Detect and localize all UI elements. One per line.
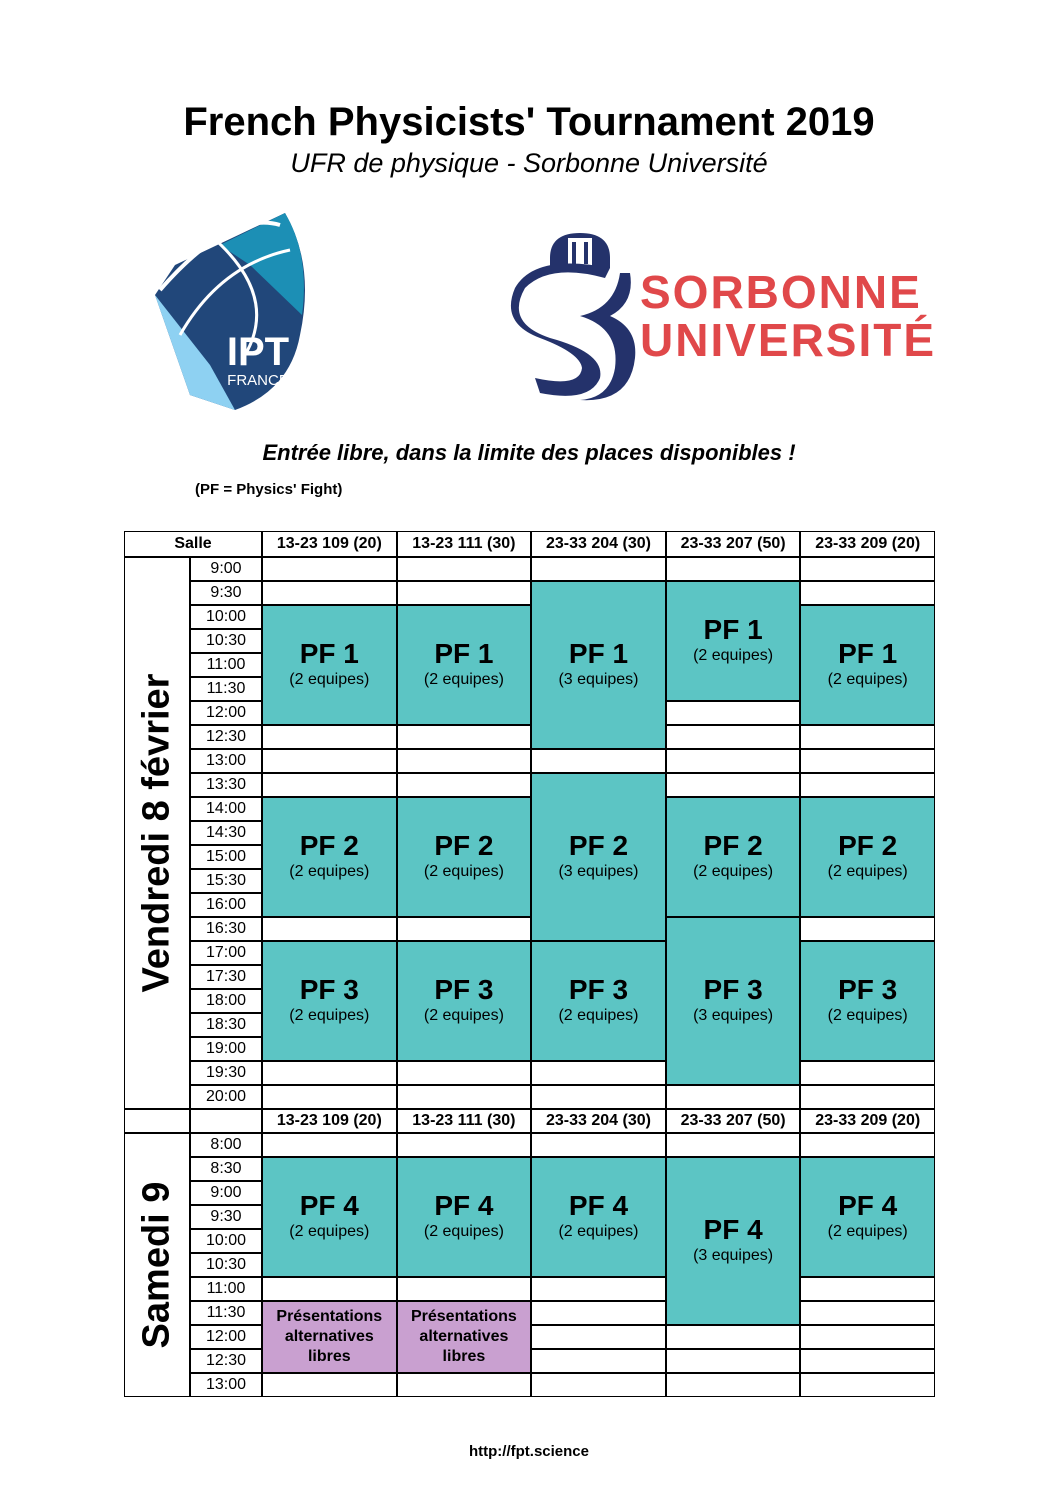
time-slot: 15:00	[190, 845, 262, 869]
physics-fight-block-13	[666, 917, 801, 1085]
empty-slot	[531, 557, 666, 581]
fight-label: PF 3	[568, 974, 629, 1005]
empty-slot	[666, 773, 801, 797]
fight-label: PF 3	[434, 974, 494, 1005]
alternative-presentations-block: Présentations alternatives libres	[262, 1301, 397, 1373]
fight-label: PF 1	[299, 638, 359, 669]
empty-slot	[666, 701, 801, 725]
room-header: 13-23 111 (30)	[397, 1109, 532, 1133]
time-slot: 17:30	[190, 965, 262, 989]
time-slot: 17:00	[190, 941, 262, 965]
empty-slot	[397, 1133, 532, 1157]
physics-fight-block-18	[666, 1157, 801, 1325]
fight-label: PF 4	[434, 1190, 494, 1221]
empty-slot	[531, 1277, 666, 1301]
time-slot: 12:00	[190, 1325, 262, 1349]
time-slot: 11:00	[190, 653, 262, 677]
rooms-header-label: Salle	[124, 531, 262, 557]
teams-count: (2 equipes)	[423, 863, 504, 880]
empty-slot	[800, 749, 935, 773]
empty-slot	[800, 581, 935, 605]
time-slot: 15:30	[190, 869, 262, 893]
empty-slot	[666, 1133, 801, 1157]
blank-cell	[190, 1109, 262, 1133]
fight-label: PF 2	[838, 830, 898, 861]
time-slot: 9:30	[190, 581, 262, 605]
teams-count: (2 equipes)	[423, 1007, 504, 1024]
physics-fight-block-9	[800, 797, 935, 917]
time-slot: 19:00	[190, 1037, 262, 1061]
empty-slot	[397, 1061, 532, 1085]
time-slot: 11:00	[190, 1277, 262, 1301]
time-slot: 11:30	[190, 1301, 262, 1325]
empty-slot	[397, 557, 532, 581]
empty-slot	[531, 1325, 666, 1349]
svg-text:IPT: IPT	[226, 330, 290, 374]
time-slot: 12:30	[190, 1349, 262, 1373]
time-slot: 14:30	[190, 821, 262, 845]
teams-count: (2 equipes)	[558, 1007, 639, 1024]
empty-slot	[800, 1277, 935, 1301]
empty-slot	[800, 557, 935, 581]
time-slot: 8:30	[190, 1157, 262, 1181]
time-slot: 19:30	[190, 1061, 262, 1085]
sorbonne-universite-logo	[510, 228, 940, 403]
time-slot: 9:00	[190, 1181, 262, 1205]
fight-label: PF 2	[568, 830, 629, 861]
physics-fight-block-7	[531, 773, 666, 941]
empty-slot	[397, 773, 532, 797]
empty-slot	[800, 773, 935, 797]
blank-cell	[124, 1109, 190, 1133]
time-slot: 16:30	[190, 917, 262, 941]
entry-notice: Entrée libre, dans la limite des places disponibles !	[262, 440, 796, 465]
fight-label: PF 1	[434, 638, 494, 669]
fight-label: PF 4	[568, 1190, 629, 1221]
time-slot: 10:00	[190, 605, 262, 629]
physics-fight-block-10	[262, 941, 397, 1061]
room-header: 23-33 204 (30)	[531, 1109, 666, 1133]
fight-label: PF 3	[838, 974, 898, 1005]
teams-count: (3 equipes)	[558, 863, 639, 880]
physics-fight-block-14	[800, 941, 935, 1061]
physics-fight-block-1	[397, 605, 532, 725]
teams-count: (2 equipes)	[423, 1223, 504, 1240]
teams-count: (2 equipes)	[289, 671, 370, 688]
teams-count: (2 equipes)	[693, 863, 774, 880]
empty-slot	[800, 1325, 935, 1349]
day-label-saturday	[124, 1133, 190, 1397]
time-slot: 10:30	[190, 1253, 262, 1277]
physics-fight-block-0	[262, 605, 397, 725]
physics-fight-block-16	[397, 1157, 532, 1277]
empty-slot	[666, 1373, 801, 1397]
empty-slot	[800, 725, 935, 749]
room-header: 23-33 207 (50)	[666, 1109, 801, 1133]
physics-fight-block-11	[397, 941, 532, 1061]
empty-slot	[262, 1085, 397, 1109]
empty-slot	[531, 1061, 666, 1085]
empty-slot	[262, 725, 397, 749]
ipt-france-logo	[150, 205, 315, 415]
empty-slot	[531, 749, 666, 773]
physics-fight-block-4	[800, 605, 935, 725]
physics-fight-block-17	[531, 1157, 666, 1277]
empty-slot	[397, 749, 532, 773]
empty-slot	[666, 725, 801, 749]
svg-text:UNIVERSITÉ: UNIVERSITÉ	[640, 314, 937, 366]
empty-slot	[800, 1349, 935, 1373]
empty-slot	[531, 1373, 666, 1397]
teams-count: (2 equipes)	[827, 671, 908, 688]
page-title: French Physicists' Tournament 2019	[183, 100, 875, 144]
empty-slot	[666, 749, 801, 773]
physics-fight-block-8	[666, 797, 801, 917]
teams-count: (2 equipes)	[423, 671, 504, 688]
empty-slot	[262, 917, 397, 941]
time-slot: 12:30	[190, 725, 262, 749]
room-header: 23-33 207 (50)	[666, 531, 801, 557]
empty-slot	[397, 1373, 532, 1397]
fight-label: PF 1	[703, 614, 763, 645]
fight-label: PF 4	[838, 1190, 898, 1221]
empty-slot	[666, 1325, 801, 1349]
physics-fight-block-3	[666, 581, 801, 701]
empty-slot	[531, 1349, 666, 1373]
fight-label: PF 2	[299, 830, 359, 861]
empty-slot	[531, 1085, 666, 1109]
fight-label: PF 1	[838, 638, 898, 669]
fight-label: PF 2	[434, 830, 494, 861]
alternative-presentations-block: Présentations alternatives libres	[397, 1301, 532, 1373]
teams-count: (2 equipes)	[289, 1007, 370, 1024]
empty-slot	[262, 1061, 397, 1085]
fight-label: PF 3	[703, 974, 763, 1005]
room-header: 13-23 109 (20)	[262, 1109, 397, 1133]
empty-slot	[531, 1133, 666, 1157]
svg-text:SORBONNE: SORBONNE	[640, 266, 922, 318]
teams-count: (2 equipes)	[289, 863, 370, 880]
time-slot: 9:30	[190, 1205, 262, 1229]
empty-slot	[262, 581, 397, 605]
empty-slot	[262, 773, 397, 797]
empty-slot	[262, 1373, 397, 1397]
fight-label: PF 4	[299, 1190, 359, 1221]
empty-slot	[800, 1301, 935, 1325]
time-slot: 13:30	[190, 773, 262, 797]
empty-slot	[397, 581, 532, 605]
time-slot: 18:30	[190, 1013, 262, 1037]
empty-slot	[262, 557, 397, 581]
teams-count: (3 equipes)	[558, 671, 639, 688]
room-header: 23-33 209 (20)	[800, 531, 935, 557]
empty-slot	[800, 917, 935, 941]
empty-slot	[800, 1373, 935, 1397]
time-slot: 10:00	[190, 1229, 262, 1253]
time-slot: 20:00	[190, 1085, 262, 1109]
time-slot: 12:00	[190, 701, 262, 725]
empty-slot	[800, 1061, 935, 1085]
empty-slot	[531, 1301, 666, 1325]
empty-slot	[262, 1277, 397, 1301]
empty-slot	[800, 1133, 935, 1157]
teams-count: (2 equipes)	[558, 1223, 639, 1240]
time-slot: 18:00	[190, 989, 262, 1013]
time-slot: 9:00	[190, 557, 262, 581]
page-subtitle: UFR de physique - Sorbonne Université	[290, 148, 768, 178]
teams-count: (3 equipes)	[693, 1247, 774, 1264]
room-header: 23-33 209 (20)	[800, 1109, 935, 1133]
room-header: 13-23 109 (20)	[262, 531, 397, 557]
time-slot: 14:00	[190, 797, 262, 821]
room-header: 13-23 111 (30)	[397, 531, 532, 557]
physics-fight-block-5	[262, 797, 397, 917]
teams-count: (2 equipes)	[289, 1223, 370, 1240]
empty-slot	[666, 557, 801, 581]
time-slot: 8:00	[190, 1133, 262, 1157]
empty-slot	[262, 749, 397, 773]
teams-count: (2 equipes)	[693, 647, 774, 664]
day-label-friday	[124, 557, 190, 1109]
physics-fight-block-6	[397, 797, 532, 917]
empty-slot	[666, 1349, 801, 1373]
room-header: 23-33 204 (30)	[531, 531, 666, 557]
physics-fight-block-2	[531, 581, 666, 749]
footer-url: http://fpt.science	[468, 1443, 589, 1460]
empty-slot	[262, 1133, 397, 1157]
time-slot: 11:30	[190, 677, 262, 701]
physics-fight-block-15	[262, 1157, 397, 1277]
day-label-text: Samedi 9	[135, 1181, 178, 1349]
fight-label: PF 4	[703, 1214, 763, 1245]
empty-slot	[397, 725, 532, 749]
time-slot: 13:00	[190, 1373, 262, 1397]
pf-legend: (PF = Physics' Fight)	[195, 481, 343, 498]
empty-slot	[397, 917, 532, 941]
empty-slot	[800, 1085, 935, 1109]
empty-slot	[397, 1085, 532, 1109]
physics-fight-block-12	[531, 941, 666, 1061]
empty-slot	[666, 1085, 801, 1109]
physics-fight-block-19	[800, 1157, 935, 1277]
time-slot: 10:30	[190, 629, 262, 653]
time-slot: 16:00	[190, 893, 262, 917]
fight-label: PF 3	[299, 974, 359, 1005]
teams-count: (3 equipes)	[693, 1007, 774, 1024]
teams-count: (2 equipes)	[827, 1223, 908, 1240]
day-label-text: Vendredi 8 février	[135, 673, 178, 993]
empty-slot	[397, 1277, 532, 1301]
fight-label: PF 1	[568, 638, 629, 669]
time-slot: 13:00	[190, 749, 262, 773]
teams-count: (2 equipes)	[827, 863, 908, 880]
svg-text:FRANCE: FRANCE	[227, 372, 289, 389]
teams-count: (2 equipes)	[827, 1007, 908, 1024]
fight-label: PF 2	[703, 830, 763, 861]
